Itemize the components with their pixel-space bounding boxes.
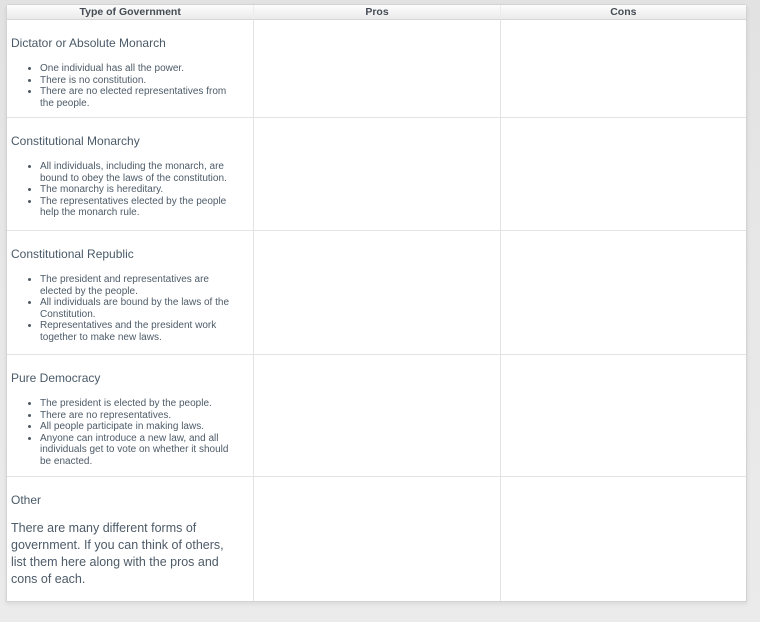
description-bullet-list bbox=[11, 274, 245, 343]
bullet-item: • The monarchy is hereditary. bbox=[40, 184, 245, 196]
type-of-government-cell bbox=[7, 355, 253, 477]
description-bullet-list bbox=[11, 161, 245, 219]
bullet-item: • The president is elected by the people. bbox=[40, 398, 245, 410]
pros-entry-cell[interactable] bbox=[253, 355, 499, 477]
cons-entry-cell[interactable] bbox=[500, 20, 746, 118]
description-bullet-list bbox=[11, 398, 245, 467]
government-type-title: Dictator or Absolute Monarch bbox=[11, 36, 166, 50]
cons-entry-cell[interactable] bbox=[500, 231, 746, 355]
pros-entry-cell[interactable] bbox=[253, 231, 499, 355]
column-header-pros: Pros bbox=[253, 5, 499, 20]
type-of-government-cell bbox=[7, 118, 253, 231]
bullet-item: • All individuals, including the monarch, are bound to obey the laws of the constitution. bbox=[40, 161, 245, 184]
table-row bbox=[7, 231, 746, 355]
bullet-item: • Anyone can introduce a new law, and all individuals get to vote on whether it should be enacted. bbox=[40, 433, 245, 468]
pros-entry-cell[interactable] bbox=[253, 477, 499, 601]
bullet-item: • There is no constitution. bbox=[40, 75, 245, 87]
cons-entry-cell[interactable] bbox=[500, 477, 746, 601]
column-header-cons: Cons bbox=[500, 5, 746, 20]
bullet-item: • The president and representatives are elected by the people. bbox=[40, 274, 245, 297]
government-type-title: Constitutional Republic bbox=[11, 247, 134, 261]
bullet-item: • All people participate in making laws. bbox=[40, 421, 245, 433]
type-of-government-cell bbox=[7, 231, 253, 355]
cons-entry-cell[interactable] bbox=[500, 118, 746, 231]
pros-entry-cell[interactable] bbox=[253, 20, 499, 118]
pros-entry-cell[interactable] bbox=[253, 118, 499, 231]
table-row bbox=[7, 20, 746, 118]
bullet-item: • Representatives and the president work together to make new laws. bbox=[40, 320, 245, 343]
description-bullet-list bbox=[11, 63, 245, 109]
government-pros-cons-table bbox=[6, 4, 747, 602]
table-row bbox=[7, 477, 746, 601]
table-row bbox=[7, 355, 746, 477]
table-row bbox=[7, 118, 746, 231]
bullet-item: • All individuals are bound by the laws of the Constitution. bbox=[40, 297, 245, 320]
other-description-paragraph: There are many different forms of government. If you can think of others, list them here along with the pros and cons of each. bbox=[11, 521, 224, 586]
cons-entry-cell[interactable] bbox=[500, 355, 746, 477]
type-of-government-cell bbox=[7, 477, 253, 601]
bullet-item: • There are no representatives. bbox=[40, 410, 245, 422]
bullet-item: • One individual has all the power. bbox=[40, 63, 245, 75]
government-type-title: Pure Democracy bbox=[11, 371, 101, 385]
bullet-item: • The representatives elected by the people help the monarch rule. bbox=[40, 196, 245, 219]
column-header-type-of-government: Type of Government bbox=[7, 5, 253, 20]
bullet-item: • There are no elected representatives from the people. bbox=[40, 86, 245, 109]
government-type-title: Constitutional Monarchy bbox=[11, 134, 140, 148]
header-row bbox=[7, 5, 746, 20]
type-of-government-cell bbox=[7, 20, 253, 118]
government-type-title: Other bbox=[11, 493, 42, 507]
